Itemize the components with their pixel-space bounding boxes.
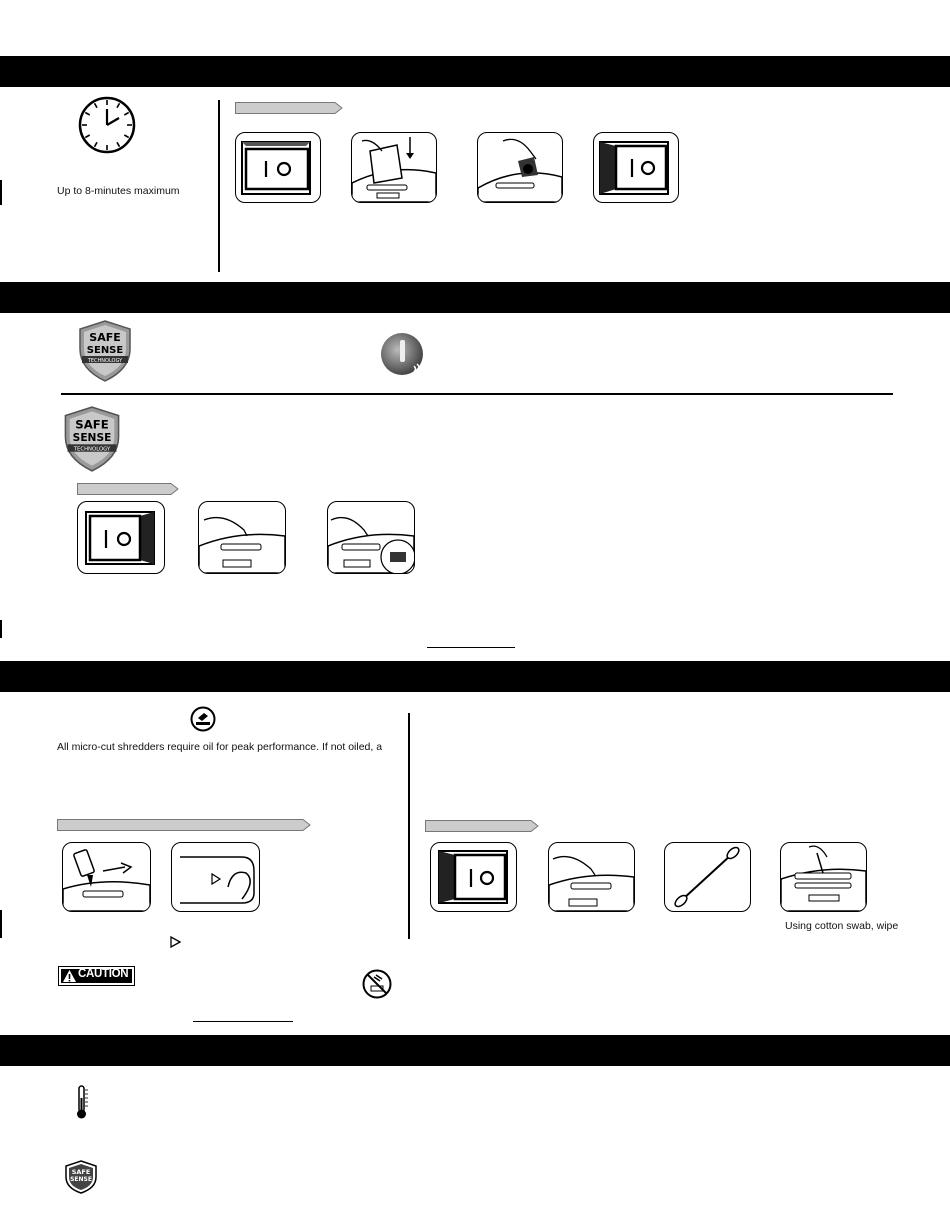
margin-tick	[0, 180, 2, 205]
section-header-band-1	[0, 56, 950, 87]
thermometer-icon	[75, 1084, 89, 1120]
no-spray-icon	[362, 969, 392, 999]
margin-tick	[0, 620, 2, 638]
section-header-band-3	[0, 661, 950, 692]
clock-caption: Up to 8-minutes maximum	[57, 185, 180, 197]
play-icon	[170, 936, 181, 948]
clock-icon	[78, 96, 136, 154]
step-press-forward	[171, 842, 260, 912]
underline	[427, 647, 515, 648]
caution-label: CAUTION	[78, 968, 129, 980]
section-header-band-2	[0, 282, 950, 313]
section-header-band-4	[0, 1035, 950, 1066]
oiling-intro-text: All micro-cut shredders require oil for peak performance. If not oiled, a	[57, 741, 383, 753]
step-power-switch-off	[593, 132, 679, 203]
caution-icon	[62, 969, 77, 983]
steps-arrow	[57, 819, 311, 831]
step-wipe-sensor	[780, 842, 867, 912]
divider-horizontal	[61, 393, 893, 395]
step-sensor-indicator	[327, 501, 415, 574]
safesense-shield-icon	[62, 405, 122, 473]
step-power-switch-on	[235, 132, 321, 203]
step-insert-paper	[351, 132, 437, 203]
badge-line3: TECHNOLOGY	[87, 358, 123, 364]
safesense-small-icon	[65, 1160, 97, 1194]
quiet-icon	[380, 332, 426, 378]
steps-arrow	[235, 102, 343, 114]
badge-line1: SAFE	[75, 417, 109, 432]
step-remove-jam	[477, 132, 563, 203]
steps-arrow	[77, 483, 179, 495]
badge-line2: SENSE	[70, 1176, 92, 1183]
step-unplug	[548, 842, 635, 912]
step-power-switch-on	[77, 501, 165, 574]
badge-line1: SAFE	[71, 1168, 91, 1176]
badge-line3: TECHNOLOGY	[73, 446, 111, 453]
margin-tick	[0, 910, 2, 938]
swab-caption: Using cotton swab, wipe	[785, 920, 899, 932]
underline	[193, 1021, 293, 1022]
safesense-shield-icon	[78, 319, 132, 383]
badge-line1: SAFE	[89, 331, 121, 344]
step-touch-sensor	[198, 501, 286, 574]
caution-badge	[58, 966, 135, 986]
steps-arrow	[425, 820, 539, 832]
badge-line2: SENSE	[86, 345, 124, 356]
step-power-switch-off	[430, 842, 517, 912]
step-cotton-swab	[664, 842, 751, 912]
badge-line2: SENSE	[72, 431, 112, 445]
step-apply-oil	[62, 842, 151, 912]
oil-icon	[190, 706, 216, 732]
divider-vertical	[408, 713, 410, 939]
divider-vertical	[218, 100, 220, 272]
